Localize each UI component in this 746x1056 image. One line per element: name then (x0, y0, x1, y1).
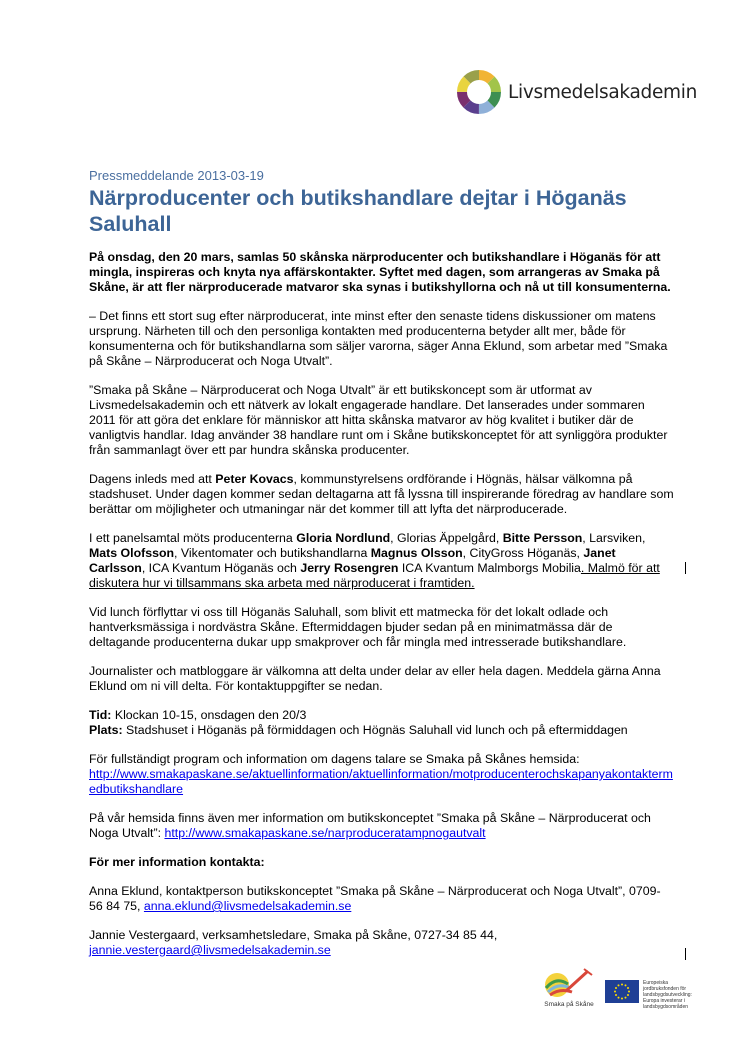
panel-name: Bitte Persson (502, 531, 583, 545)
panel-name: Mats Olofsson (89, 546, 175, 560)
text-run: Jannie Vestergaard, verksamhetsledare, Smaka på Skåne, 0727-34 85 44, (89, 928, 498, 942)
jannie-email-link[interactable]: jannie.vestergaard@livsmedelsakademin.se (89, 943, 331, 957)
text-run: , Vikentomater och butikshandlarna (174, 546, 371, 560)
panel-name: Janet Carlsson (89, 546, 616, 575)
text-run: Anna Eklund, kontaktperson butikskonceptet ”Smaka på Skåne – Närproducerat och Noga Utvalt”, 0709-56 84 75, (89, 884, 661, 913)
livsmedelsakademin-logo (455, 68, 697, 116)
panel-name: Magnus Olsson (370, 546, 463, 560)
panel-name: Gloria Nordlund (296, 531, 391, 545)
smaka-pa-skane-logo (540, 966, 598, 1008)
concept-link-paragraph (89, 811, 674, 841)
text-run: . Malmö för att diskutera hur vi tillsammans ska arbeta med närproducerat i framtiden. (89, 561, 660, 590)
org-name: Livsmedelsakademin (508, 81, 698, 103)
text-cursor-marker (685, 948, 686, 960)
eu-fund-text: Europeiska jordbruksfonden för landsbygdsutveckling: Europa investerar i landsbygdsområden (643, 980, 692, 1010)
place-value: Stadshuset i Höganäs på förmiddagen och Högnäs Saluhall vid lunch och på eftermiddagen (122, 723, 628, 737)
lead-paragraph: På onsdag, den 20 mars, samlas 50 skånska närproducenter och butikshandlare i Höganäs för att mingla, inspireras och knyta nya affärskontakter. Syftet med dagen, som arrangeras av Smaka på Skåne, är att fler närproducerade matvaror ska synas i butikshyllorna och nå ut till konsumenterna. (89, 250, 671, 294)
text-run: , CityGross Höganäs, (462, 546, 584, 560)
text-run: , ICA Kvantum Höganäs och (141, 561, 301, 575)
speaker-name: Peter Kovacs (215, 472, 294, 486)
program-link[interactable]: http://www.smakapaskane.se/aktuellinformation/aktuellinformation/motproducenterochskapanyakontaktermedbutikshandlare (89, 767, 673, 796)
text-run: För fullständigt program och information om dagens talare se Smaka på Skånes hemsida: (89, 752, 580, 766)
panel-paragraph (89, 531, 674, 591)
text-cursor-marker (685, 562, 686, 574)
contact-anna (89, 884, 674, 914)
time-value: Klockan 10-15, onsdagen den 20/3 (111, 708, 307, 722)
page-title: Närproducenter och butikshandlare dejtar i Höganäs Saluhall (89, 186, 627, 236)
program-paragraph (89, 752, 674, 797)
eu-flag-icon (605, 980, 639, 1003)
contact-heading (89, 855, 674, 870)
opening-paragraph (89, 472, 674, 517)
journalists-paragraph: Journalister och matbloggare är välkomna att delta under delar av eller hela dagen. Meddela gärna Anna Eklund om ni vill delta. För kontaktuppgifter se nedan. (89, 664, 661, 693)
text-run: , Glorias Äppelgård, (390, 531, 503, 545)
concept-link[interactable]: http://www.smakapaskane.se/narproduceratampnogautvalt (164, 826, 486, 840)
logo-ring-icon (455, 68, 503, 116)
event-details (89, 708, 674, 738)
concept-paragraph: ”Smaka på Skåne – Närproducerat och Noga Utvalt” är ett butikskoncept som är utformat av Livsmedelsakademin och ett nätverk av lokalt engagerade handlare. Det lanserades under sommaren 2011 för att göra det enklare för människor att hitta skånska matvaror av hög kvalitet i butiker där de vanligtvis handlar. Idag använder 38 handlare runt om i Skåne butikskonceptet för att synliggöra produkter från sammanlagt över ett par hundra skånska producenter. (89, 383, 668, 457)
fork-logo-icon (540, 966, 596, 1000)
time-label: Tid: (89, 708, 112, 722)
place-label: Plats: (89, 723, 123, 737)
panel-name: Jerry Rosengren (300, 561, 399, 575)
text-run: ICA Kvantum Malmborgs Mobilia (398, 561, 581, 575)
text-run: , Larsviken, (582, 531, 646, 545)
text-run: På vår hemsida finns även mer information om butikskonceptet ”Smaka på Skåne – Närproducerat och Noga Utvalt”: (89, 811, 651, 840)
quote-paragraph: – Det finns ett stort sug efter närproducerat, inte minst efter den senaste tidens diskussioner om matens ursprung. Närheten till och den personliga kontakten med producenterna betyder allt mer, både för konsumenterna och för butikshandlarna som säljer varorna, säger Anna Eklund, som arbetar med ”Smaka på Skåne – Närproducerat och Noga Utvalt”. (89, 309, 668, 368)
lunch-paragraph: Vid lunch förflyttar vi oss till Höganäs Saluhall, som blivit ett matmecka för det lokalt odlade och hantverksmässiga i nordvästra Skåne. Eftermiddagen bjuder sedan på en minimatmässa där de deltagande producenterna dukar upp smakprover och får mingla med intresserade butikshandlare. (89, 605, 627, 649)
press-release (89, 168, 674, 972)
text-run: , kommunstyrelsens ordförande i Högnäs, hälsar välkomna på stadshuset. Under dagen kommer sedan deltagarna att få lyssna till inspirerande föredrag av handlare som berättar om möjligheter och utmaningar när det kommer till att lyfta det närproducerade. (89, 472, 674, 516)
text-run: I ett panelsamtal möts producenterna (89, 531, 297, 545)
press-release-date: Pressmeddelande 2013-03-19 (89, 168, 264, 183)
text-run: Dagens inleds med att (89, 472, 216, 486)
contact-jannie (89, 928, 674, 958)
anna-email-link[interactable]: anna.eklund@livsmedelsakademin.se (143, 899, 352, 913)
contact-heading-text: För mer information kontakta: (89, 855, 265, 869)
smaka-label: Smaka på Skåne (544, 1001, 594, 1008)
eu-funding-logo (605, 980, 705, 1010)
